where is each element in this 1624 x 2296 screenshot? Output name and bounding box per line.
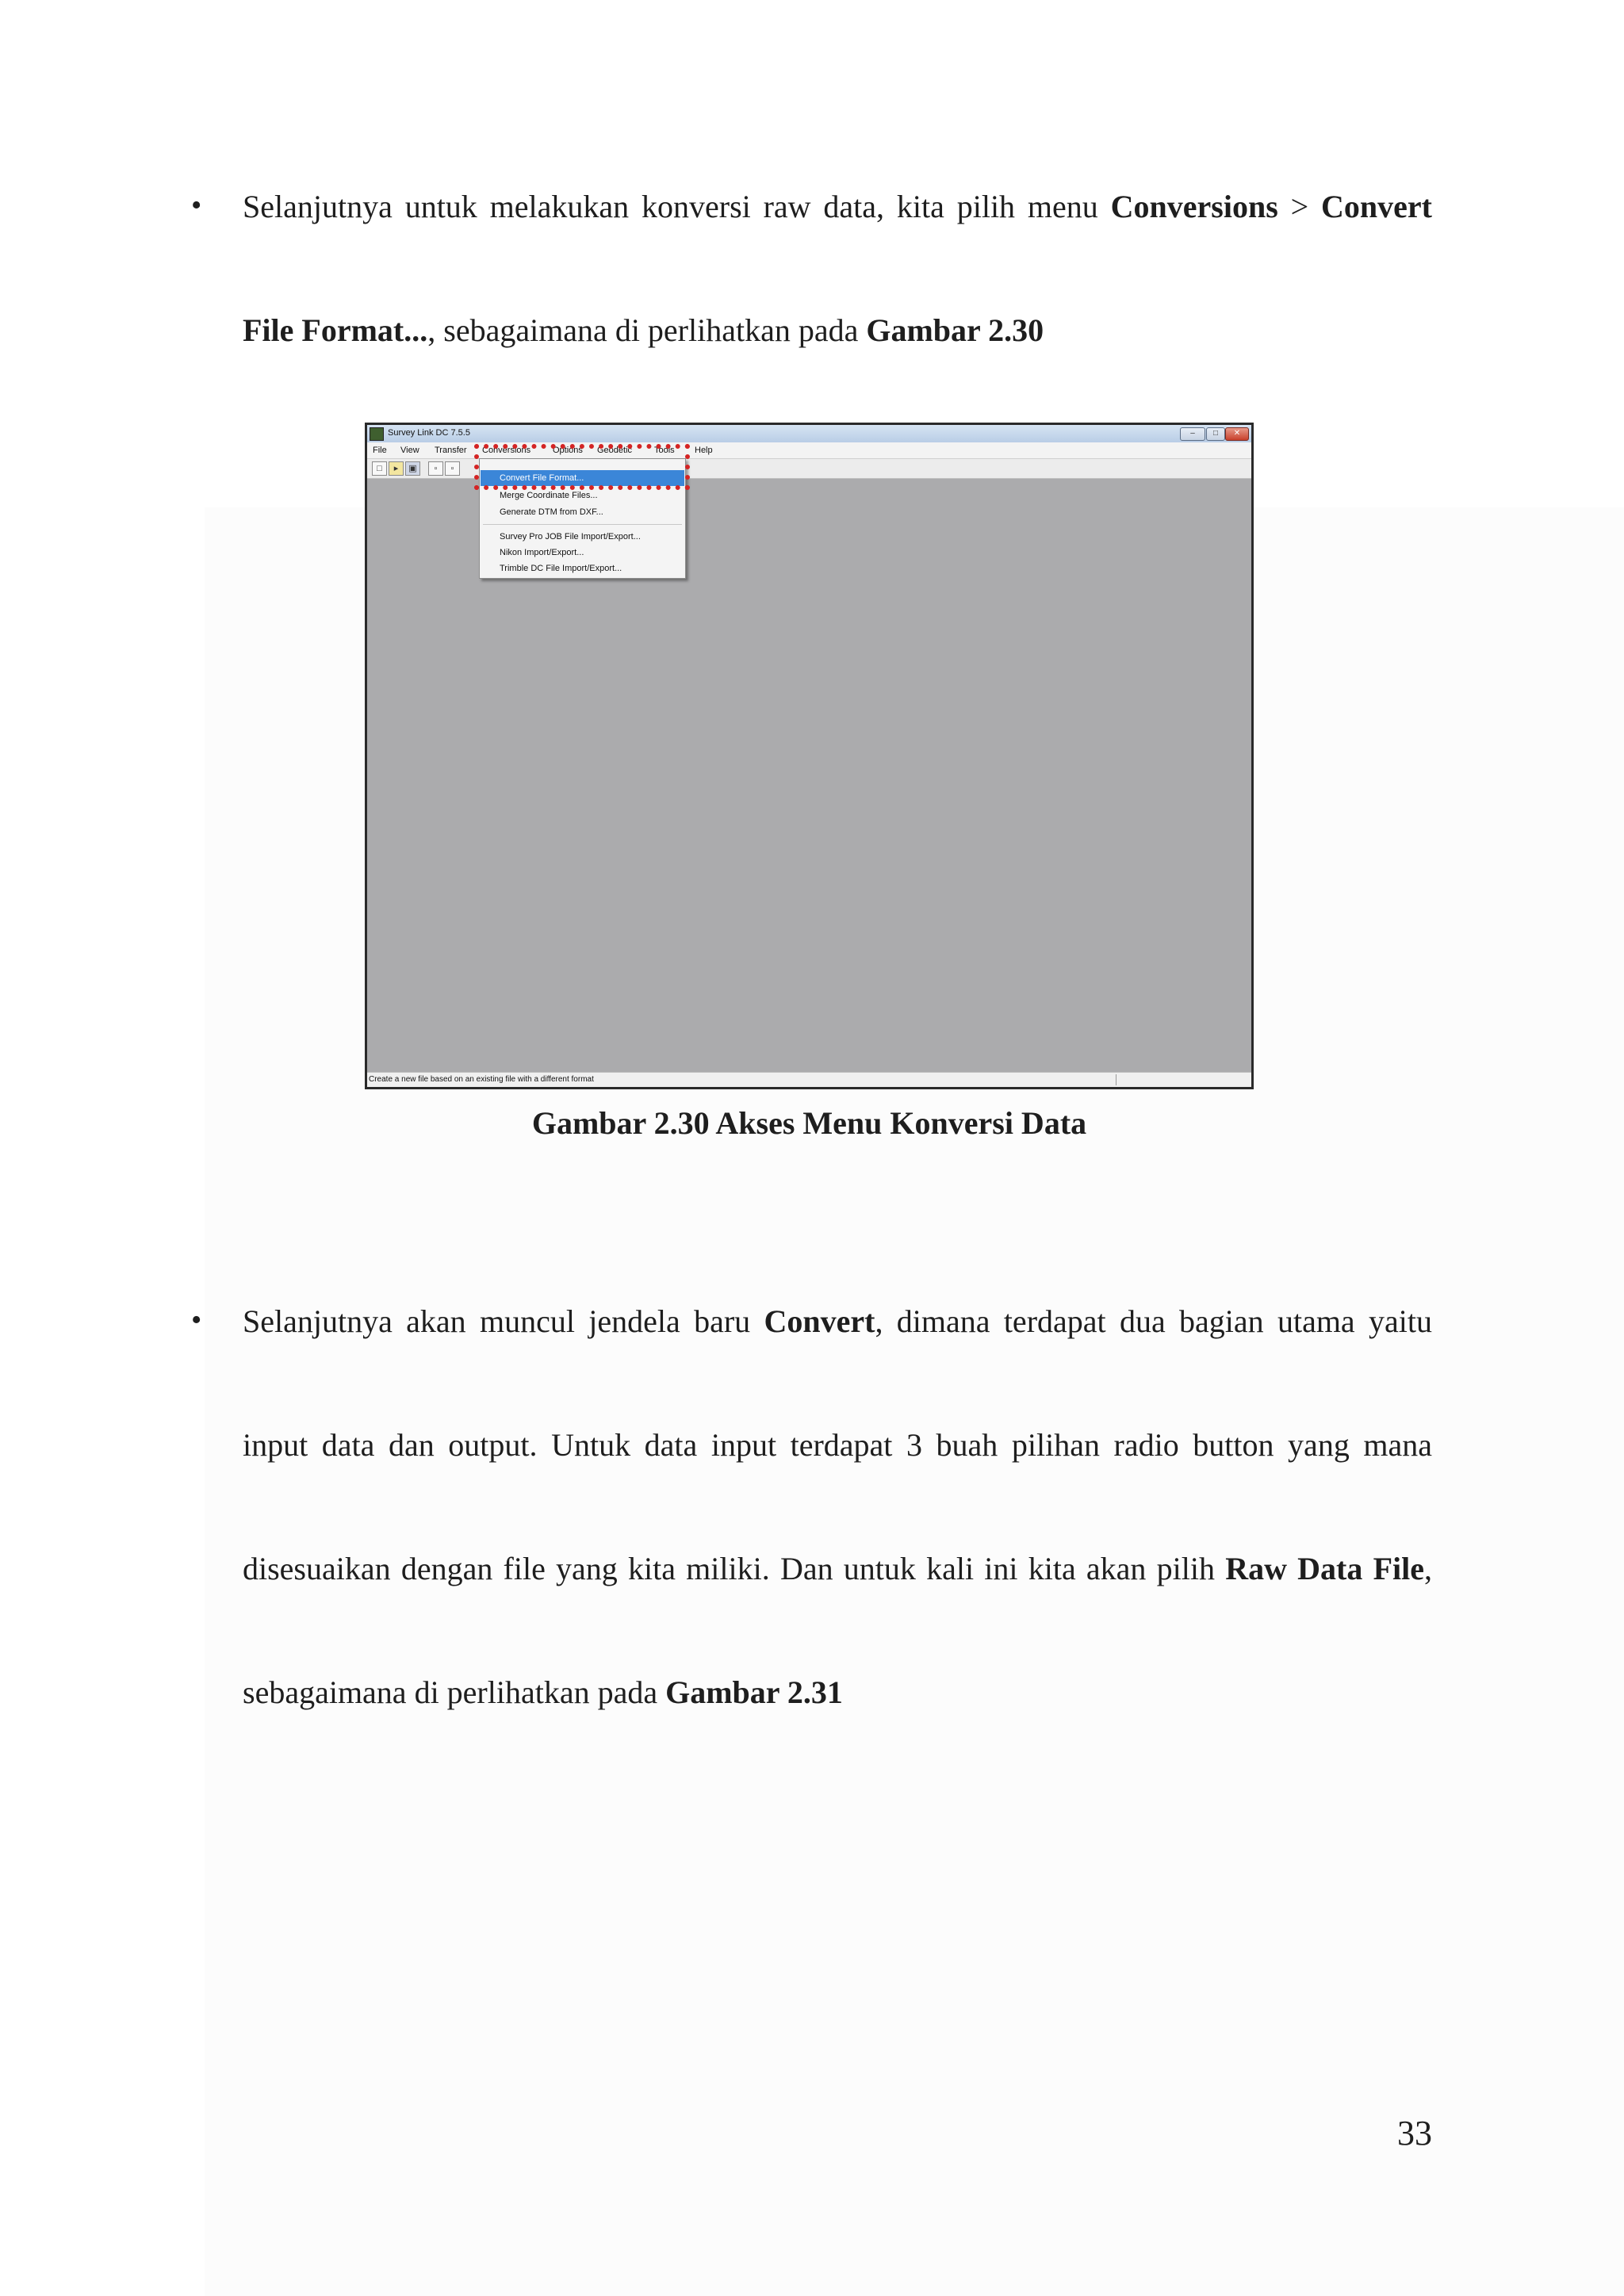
paragraph-2: [243, 1260, 1432, 1755]
restore-button[interactable]: □: [1206, 427, 1225, 441]
status-text: Create a new file based on an existing file with a different format: [369, 1075, 594, 1084]
menu-view[interactable]: View: [400, 446, 419, 455]
bullet: •: [191, 189, 202, 222]
title-bar: [367, 425, 1251, 443]
menu-options[interactable]: Options: [553, 446, 583, 455]
menu-separator: [483, 524, 682, 525]
app-window-screenshot: [365, 423, 1254, 1089]
menu-item-trimble-dc[interactable]: Trimble DC File Import/Export...: [500, 564, 622, 573]
paragraph-line: Selanjutnya akan muncul jendela baru Convert, dimana terdapat dua bagian utama yaitu: [243, 1303, 1432, 1339]
close-button[interactable]: ✕: [1225, 427, 1249, 441]
paragraph-line: Selanjutnya untuk melakukan konversi raw data, kita pilih menu Conversions > Convert: [243, 189, 1432, 224]
menu-help[interactable]: Help: [695, 446, 713, 455]
paragraph-line: input data dan output. Untuk data input terdapat 3 buah pilihan radio button yang mana: [243, 1427, 1432, 1463]
paragraph-line: File Format..., sebagaimana di perlihatkan pada Gambar 2.30: [243, 312, 1044, 348]
new-file-icon[interactable]: □: [372, 461, 387, 476]
red-dotted-highlight: [474, 444, 690, 490]
menu-file[interactable]: File: [373, 446, 387, 455]
menu-tools[interactable]: Tools: [654, 446, 675, 455]
figure-caption: Gambar 2.30 Akses Menu Konversi Data: [531, 1105, 1087, 1141]
print-icon[interactable]: ▫: [428, 461, 443, 476]
save-icon[interactable]: ▣: [405, 461, 420, 476]
print-preview-icon[interactable]: ▫: [445, 461, 460, 476]
menu-item-merge-coordinate-files[interactable]: Merge Coordinate Files...: [500, 491, 598, 500]
paragraph-1: [243, 145, 1432, 392]
menu-item-survey-pro-job[interactable]: Survey Pro JOB File Import/Export...: [500, 532, 641, 541]
app-icon: [370, 427, 384, 441]
menu-transfer[interactable]: Transfer: [435, 446, 467, 455]
page-number: 33: [1397, 2114, 1432, 2152]
status-bar: [367, 1072, 1251, 1087]
paragraph-line: disesuaikan dengan file yang kita miliki. Dan untuk kali ini kita akan pilih Raw Data File,: [243, 1551, 1432, 1586]
minimize-button[interactable]: –: [1180, 427, 1205, 441]
open-folder-icon[interactable]: ▸: [389, 461, 404, 476]
menu-item-nikon[interactable]: Nikon Import/Export...: [500, 548, 584, 557]
paragraph-line: sebagaimana di perlihatkan pada Gambar 2.31: [243, 1674, 843, 1710]
menu-item-convert-file-format[interactable]: Convert File Format...: [481, 470, 684, 486]
window-title: Survey Link DC 7.5.5: [388, 428, 470, 438]
menu-geodetic[interactable]: Geodetic: [597, 446, 633, 455]
menu-item-generate-dtm[interactable]: Generate DTM from DXF...: [500, 507, 603, 517]
bullet: •: [191, 1303, 202, 1337]
menu-conversions[interactable]: Conversions: [482, 446, 531, 455]
